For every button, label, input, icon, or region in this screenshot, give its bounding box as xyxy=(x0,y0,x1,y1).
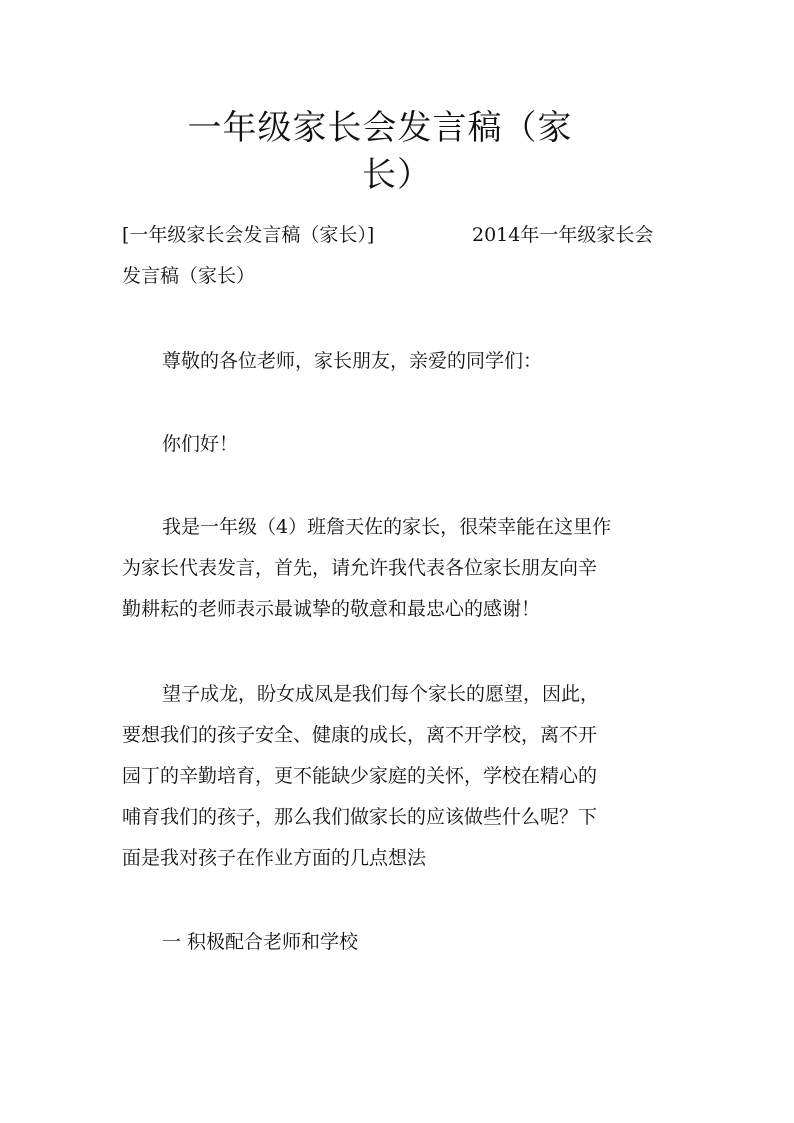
para2-line1: 望子成龙，盼女成凤是我们每个家长的愿望，因此， xyxy=(162,683,600,705)
subtitle-line2: 发言稿（家长） xyxy=(122,265,256,287)
section-heading-1: 一 积极配合老师和学校 xyxy=(162,931,359,953)
subtitle-line xyxy=(122,222,682,248)
para1-line2: 为家长代表发言，首先，请允许我代表各位家长朋友向辛 xyxy=(122,557,598,579)
subtitle-right-text: 2014年一年级家长会 xyxy=(472,224,654,246)
doc-title-line2: 长） xyxy=(362,155,432,195)
para1-line1: 我是一年级（4）班詹天佐的家长，很荣幸能在这里作 xyxy=(162,516,612,538)
para2-line2: 要想我们的孩子安全、健康的成长，离不开学校，离不开 xyxy=(122,724,598,746)
para2-line4: 哺育我们的孩子，那么我们做家长的应该做些什么呢？下 xyxy=(122,806,598,828)
para2-line3: 园丁的辛勤培育，更不能缺少家庭的关怀，学校在精心的 xyxy=(122,765,598,787)
greeting: 尊敬的各位老师，家长朋友，亲爱的同学们： xyxy=(162,350,543,372)
para2-line5: 面是我对孩子在作业方面的几点想法 xyxy=(122,847,427,869)
subtitle-bracket-text: [一年级家长会发言稿（家长）] xyxy=(122,224,375,246)
para1-line3: 勤耕耘的老师表示最诚挚的敬意和最忠心的感谢！ xyxy=(122,598,541,620)
hello-line: 你们好！ xyxy=(162,433,239,455)
doc-title-line1: 一年级家长会发言稿（家 xyxy=(187,108,573,148)
